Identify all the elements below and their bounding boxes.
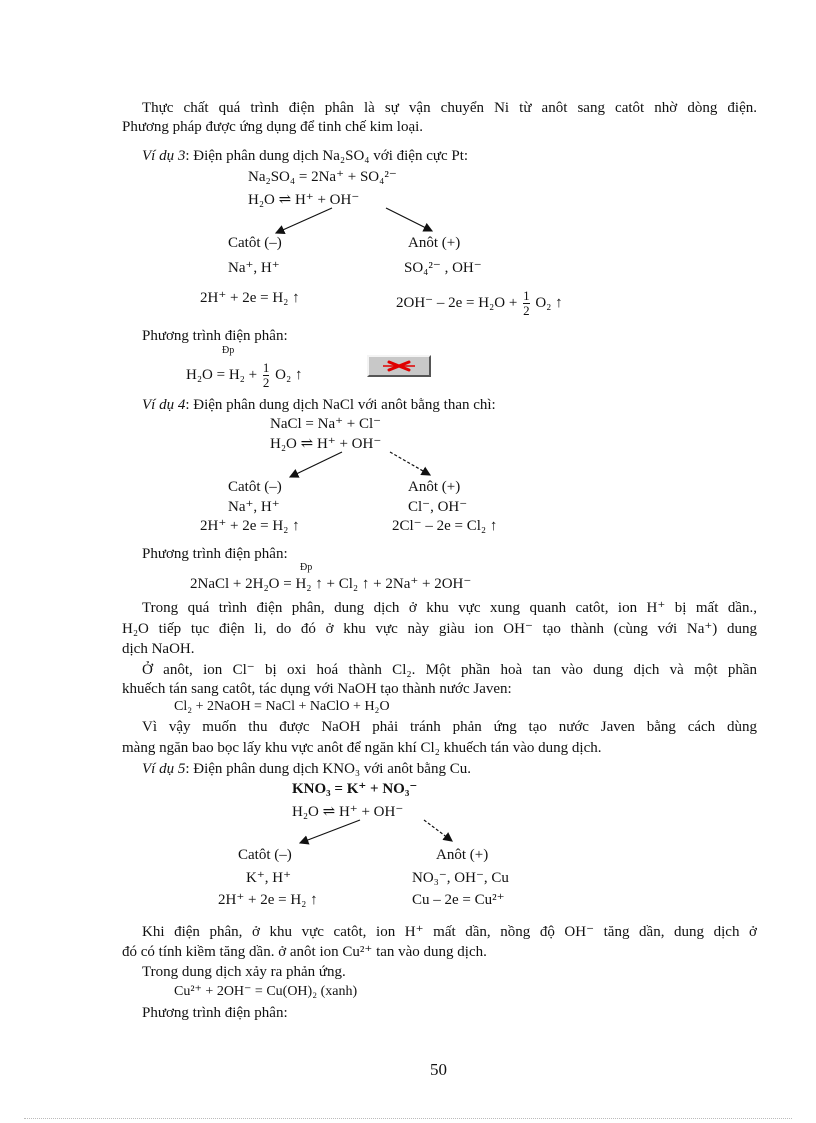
- ex3-anode-label: Anôt (+): [408, 235, 461, 251]
- ex4-paragraph-3-line-2: màng ngăn bao bọc lấy khu vực anôt để ngăn khí Cl₂ khuếch tán vào dung dịch.: [122, 740, 602, 756]
- ex4-cathode-reaction: 2H⁺ + 2e = H₂ ↑: [200, 518, 300, 534]
- example-5-label: Ví dụ 5: [142, 761, 186, 777]
- ex3-overall-equation: H₂O = H₂ + $\frac{1}{2}$ O₂ ↑: [186, 360, 303, 390]
- ex5-cathode-label: Catôt (–): [238, 847, 292, 863]
- ex4-dissociation-equation: NaCl = Na⁺ + Cl⁻: [270, 416, 382, 432]
- page-bottom-divider: [24, 1118, 792, 1119]
- example-4-label: Ví dụ 4: [142, 397, 186, 413]
- ex5-water-equilibrium: H₂O ⇌ H⁺ + OH⁻: [292, 804, 404, 820]
- ex5-anode-label: Anôt (+): [436, 847, 489, 863]
- ex4-overall-label: Phương trình điện phân:: [142, 546, 288, 562]
- ex5-paragraph-1-line-1: Khi điện phân, ở khu vực catôt, ion H⁺ mất dần, nồng độ OH⁻ tăng dần, dung dịch ở: [142, 924, 757, 940]
- ex4-paragraph-2-line-1: Ở anôt, ion Cl⁻ bị oxi hoá thành Cl₂. Một phần hoà tan vào dung dịch và một phần: [142, 662, 757, 678]
- ex3-overall-over-label: Đp: [222, 345, 235, 356]
- close-icon: [373, 359, 425, 373]
- ex3-anode-arrow: [386, 208, 432, 231]
- ex4-anode-label: Anôt (+): [408, 479, 461, 495]
- ex3-anode-ions: SO₄²⁻ , OH⁻: [404, 260, 482, 276]
- example-4-heading: [142, 396, 496, 415]
- page-number: 50: [430, 1060, 447, 1079]
- example-5-text: : Điện phân dung dịch KNO₃ với anôt bằng Cu.: [185, 761, 471, 777]
- ex4-javen-equation: Cl₂ + 2NaOH = NaCl + NaClO + H₂O: [174, 699, 390, 714]
- ex4-cathode-label: Catôt (–): [228, 479, 282, 495]
- ex4-paragraph-2-line-2: khuếch tán sang catôt, tác dụng với NaOH tạo thành nước Javen:: [122, 681, 512, 697]
- ex5-paragraph-2: Trong dung dịch xảy ra phản ứng.: [142, 964, 346, 980]
- ex3-cathode-arrow: [276, 208, 332, 233]
- ex3-overall-label: Phương trình điện phân:: [142, 328, 288, 344]
- ex3-dissociation-equation: Na₂SO₄ = 2Na⁺ + SO₄²⁻: [248, 169, 397, 185]
- ex4-water-equilibrium: H₂O ⇌ H⁺ + OH⁻: [270, 436, 382, 452]
- ex5-cathode-ions: K⁺, H⁺: [246, 870, 291, 886]
- ex4-cathode-ions: Na⁺, H⁺: [228, 499, 280, 515]
- example-3-label: Ví dụ 3: [142, 148, 186, 164]
- ex5-paragraph-1-line-2: đó có tính kiềm tăng dần. ở anôt ion Cu²⁺ tan vào dung dịch.: [122, 944, 487, 960]
- close-button[interactable]: [367, 355, 431, 377]
- ex4-anode-ions: Cl⁻, OH⁻: [408, 499, 468, 515]
- ex5-anode-ions: NO₃⁻, OH⁻, Cu: [412, 870, 509, 886]
- ex5-cathode-reaction: 2H⁺ + 2e = H₂ ↑: [218, 892, 318, 908]
- ex5-overall-label: Phương trình điện phân:: [142, 1005, 288, 1021]
- ex5-cathode-arrow: [300, 820, 360, 843]
- example-3-text: : Điện phân dung dịch Na₂SO₄ với điện cực Pt:: [185, 148, 469, 164]
- ex4-overall-equation: 2NaCl + 2H₂O = H₂ ↑ + Cl₂ ↑ + 2Na⁺ + 2OH⁻: [190, 576, 472, 592]
- ex4-overall-over-label: Đp: [300, 562, 313, 573]
- example-3-heading: [142, 147, 468, 166]
- example-4-text: : Điện phân dung dịch NaCl với anôt bằng than chì:: [185, 397, 496, 413]
- ex3-anode-reaction: 2OH⁻ – 2e = H₂O + $\frac{1}{2}$ O₂ ↑: [396, 288, 563, 318]
- ex3-cathode-label: Catôt (–): [228, 235, 282, 251]
- intro-line-1: Thực chất quá trình điện phân là sự vận chuyển Ni từ anôt sang catôt nhờ dòng điện.: [142, 100, 757, 116]
- ex5-dissociation-equation: KNO₃ = K⁺ + NO₃⁻: [292, 781, 418, 797]
- ex4-paragraph-1-line-3: dịch NaOH.: [122, 641, 195, 657]
- ex5-anode-reaction: Cu – 2e = Cu²⁺: [412, 892, 505, 908]
- ex3-cathode-reaction: 2H⁺ + 2e = H₂ ↑: [200, 290, 300, 306]
- intro-line-2: Phương pháp được ứng dụng để tinh chế kim loại.: [122, 119, 424, 135]
- ex4-cathode-arrow: [290, 452, 342, 477]
- ex5-reaction-equation: Cu²⁺ + 2OH⁻ = Cu(OH)₂ (xanh): [174, 984, 358, 999]
- example-5-heading: [142, 760, 471, 779]
- ex3-cathode-ions: Na⁺, H⁺: [228, 260, 280, 276]
- ex4-anode-arrow: [390, 452, 430, 475]
- ex4-paragraph-1-line-1: Trong quá trình điện phân, dung dịch ở khu vực xung quanh catôt, ion H⁺ bị mất dần.,: [142, 600, 757, 616]
- ex4-anode-reaction: 2Cl⁻ – 2e = Cl₂ ↑: [392, 518, 498, 534]
- ex4-paragraph-3-line-1: Vì vậy muốn thu được NaOH phải tránh phản ứng tạo nước Javen bằng cách dùng: [142, 719, 757, 735]
- ex5-anode-arrow: [424, 820, 452, 841]
- ex4-paragraph-1-line-2: H₂O tiếp tục điện li, do đó ở khu vực này giàu ion OH⁻ tạo thành (cùng với Na⁺) dung: [122, 621, 757, 637]
- ex3-water-equilibrium: H₂O ⇌ H⁺ + OH⁻: [248, 192, 360, 208]
